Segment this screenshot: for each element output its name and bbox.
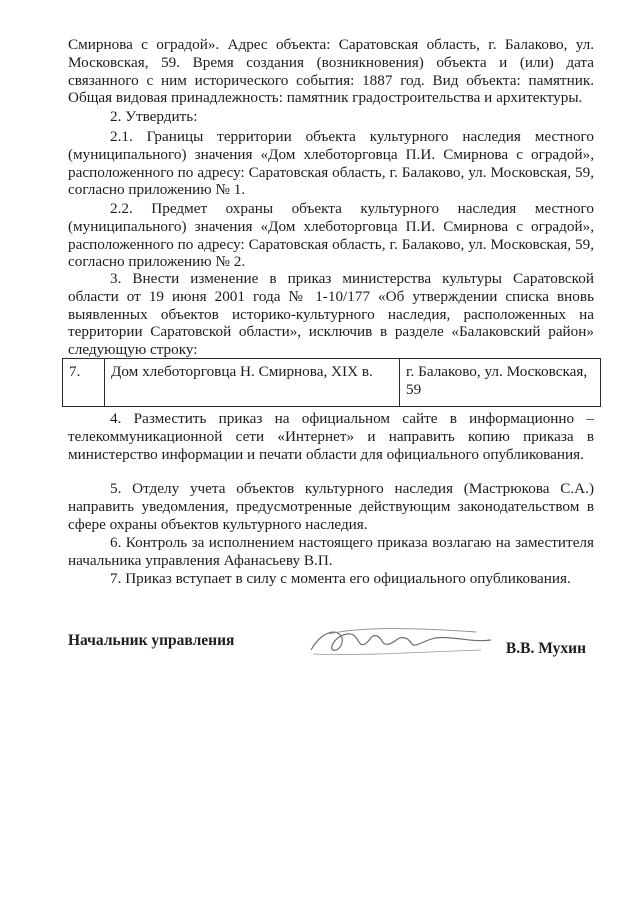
- paragraph-text: 6. Контроль за исполнением настоящего приказа возлагаю на заместителя начальника управления Афанасьеву В.П.: [68, 534, 594, 569]
- paragraph-3: [68, 270, 594, 359]
- table-cell-address: г. Балаково, ул. Московская, 59: [406, 363, 588, 398]
- signatory-name: В.В. Мухин: [505, 640, 586, 657]
- paragraph-2: [68, 108, 594, 126]
- paragraph-5: [68, 480, 594, 533]
- paragraph-text: 7. Приказ вступает в силу с момента его официального опубликования.: [110, 570, 571, 587]
- table-cell-name: Дом хлеботорговца Н. Смирнова, XIX в.: [105, 359, 400, 406]
- table-cell-number: 7.: [63, 359, 105, 406]
- paragraph-text: Смирнова с оградой». Адрес объекта: Саратовская область, г. Балаково, ул. Московская, 59. Время создания (возникновения) объекта и (или) дата связанного с ним исторического события: 1887 год. Вид объекта: памятник. Общая видовая принадлежность: памятник градостроительства и архитектуры.: [68, 36, 594, 107]
- paragraph-7: [68, 570, 594, 588]
- paragraph-6: [68, 534, 594, 570]
- paragraph-text: 3. Внести изменение в приказ министерства культуры Саратовской области от 19 июня 2001 года № 1-10/177 «Об утверждении списка вновь выявленных объектов историко-культурного наследия, расположенных на территории Саратовской области», исключив в разделе «Балаковский район» следующую строку:: [68, 270, 594, 359]
- paragraph-continuation: [68, 36, 594, 107]
- paragraph-2-1: [68, 128, 594, 199]
- paragraph-4: [68, 410, 594, 463]
- paragraph-text: 2.1. Границы территории объекта культурного наследия местного (муниципального) значения «Дом хлеботорговца П.И. Смирнова с оградой», расположенного по адресу: Саратовская область, г. Балаково, ул. Московская, 59, согласно приложению № 1.: [68, 128, 594, 199]
- paragraph-text: 4. Разместить приказ на официальном сайте в информационно – телекоммуникационной сети «Интернет» и направить копию приказа в министерство информации и печати области для официального опубликования.: [68, 410, 594, 463]
- excluded-row-table: [62, 358, 601, 407]
- paragraph-text: 5. Отделу учета объектов культурного наследия (Мастрюкова С.А.) направить уведомления, предусмотренные действующим законодательством в сфере охраны объектов культурного наследия.: [68, 480, 594, 533]
- signatory-title: Начальник управления: [68, 632, 235, 649]
- paragraph-text: 2. Утвердить:: [110, 108, 198, 125]
- signature-block: [68, 630, 594, 670]
- paragraph-2-2: [68, 200, 594, 271]
- paragraph-text: 2.2. Предмет охраны объекта культурного наследия местного (муниципального) значения «Дом хлеботорговца П.И. Смирнова с оградой», расположенного по адресу: Саратовская область, г. Балаково, ул. Московская, 59, согласно приложению № 2.: [68, 200, 594, 271]
- handwritten-signature: [301, 622, 501, 662]
